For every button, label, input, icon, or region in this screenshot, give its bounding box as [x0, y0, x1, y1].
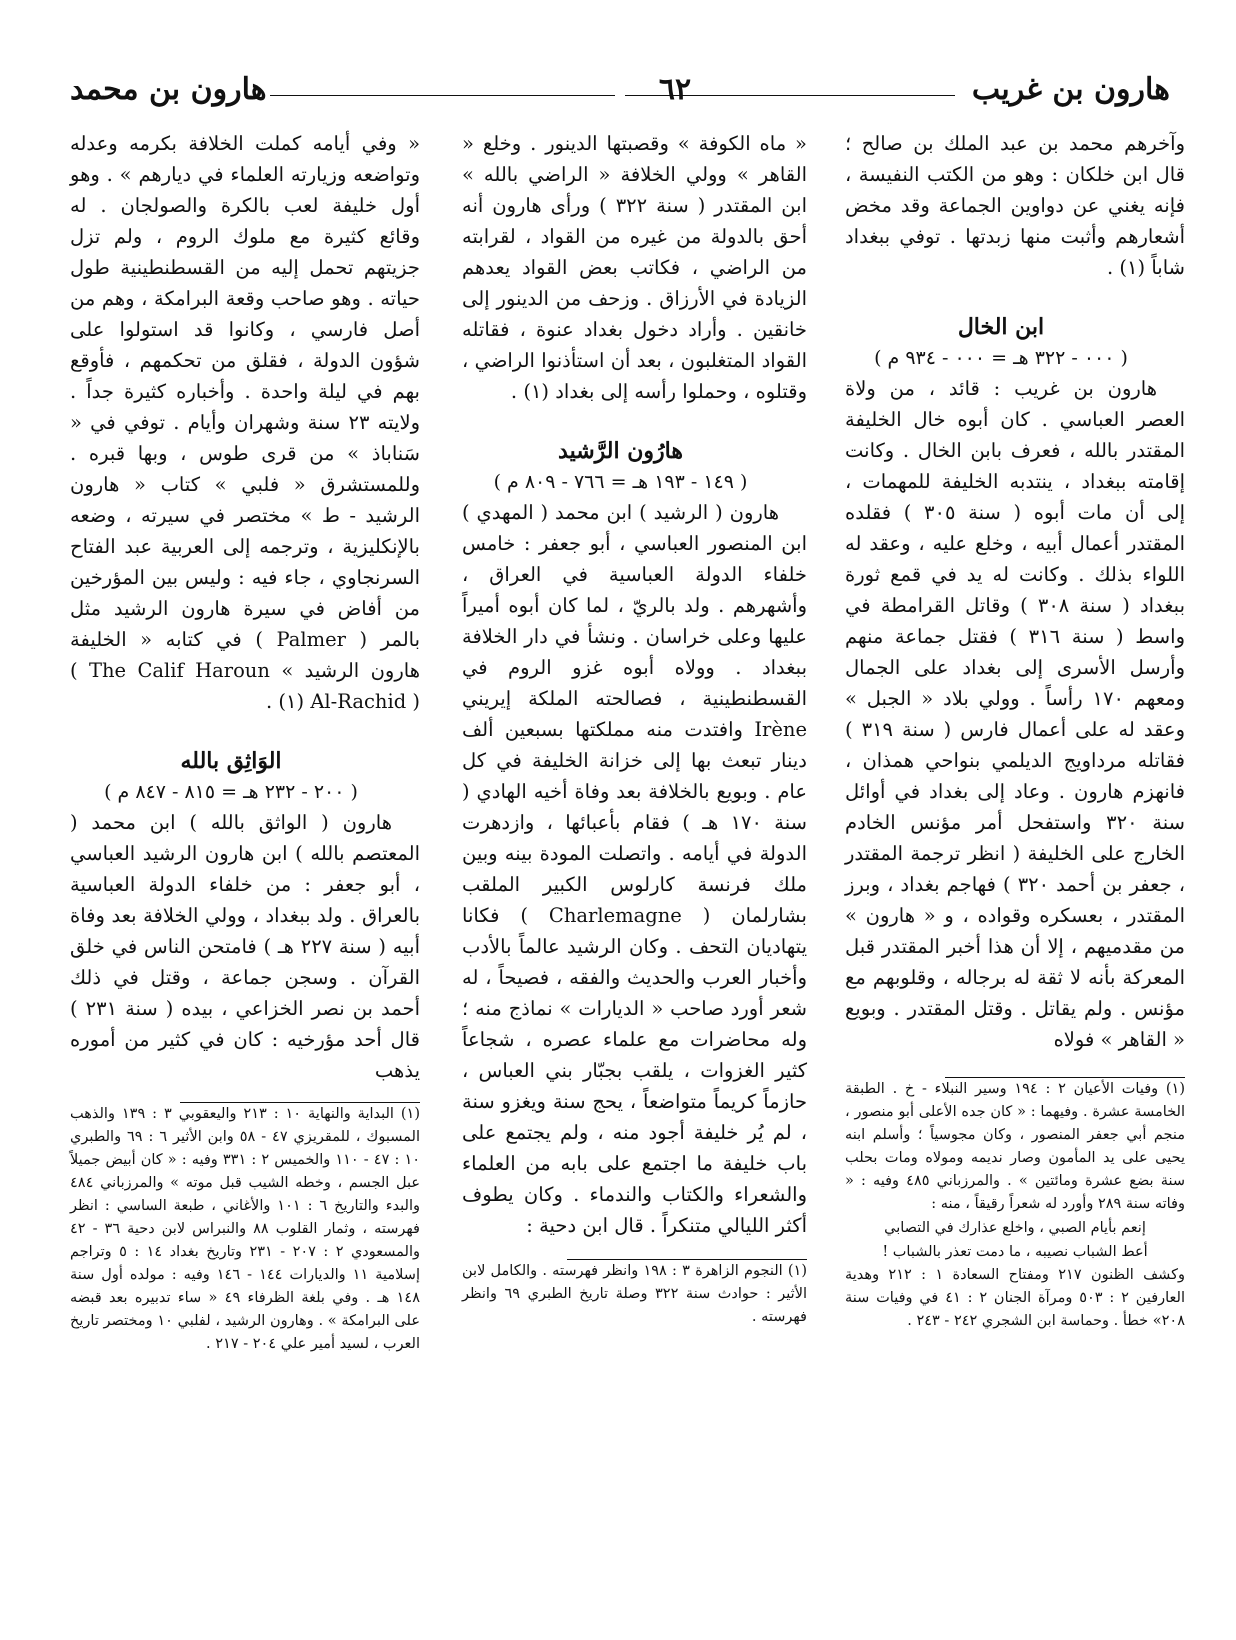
col3-footnotes	[70, 1103, 420, 1356]
entry-dates-ibn-al-khal: ( ٠٠٠ - ٣٢٢ هـ = ٠٠٠ - ٩٣٤ م )	[874, 347, 1128, 369]
running-head-left: هارون بن محمد	[70, 72, 267, 107]
body-text: وافتدت منه مملكتها بسبعين ألف دينار تبعث بها إلى خزانة الخليفة في كل عام . وبويع بالخلافة بعد وفاة أخيه الهادي ( سنة ١٧٠ هـ ) فقام بأعبائها ، وازدهرت الدولة في أيامه . واتصلت المودة بينه وبين ملك فرنسة كارلوس الكبير الملقب بشارلمان	[462, 718, 807, 927]
poem-line: أعط الشباب نصيبه ، ما دمت تعذر بالشباب !	[882, 1244, 1148, 1260]
entry-body-harun-al-rashid	[462, 497, 807, 1241]
entry-title-al-wathiq: الوَاثِق بالله	[180, 748, 282, 774]
col1-intro: وآخرهم محمد بن عبد الملك بن صالح ؛ قال ابن خلكان : وهو من الكتب النفيسة ، فإنه يغني عن دواوين الجماعة وقد مخض أشعارهم وأثبت منها زبدتها . توفي ببغداد شاباً (١) .	[845, 132, 1185, 279]
latin-name: ( Palmer )	[255, 628, 368, 651]
footnote-ref: (١) .	[266, 690, 305, 713]
entry-dates-harun-al-rashid: ( ١٤٩ - ١٩٣ هـ = ٧٦٦ - ٨٠٩ م )	[493, 471, 748, 493]
page-header	[70, 58, 1170, 118]
page-number: ٦٢	[658, 72, 692, 107]
col3-footnote: (١) البداية والنهاية ١٠ : ٢١٣ واليعقوبي ٣ : ١٣٩ والذهب المسبوك ، للمقريزي ٤٧ - ٥٨ وابن الأثير ٦ : ٦٩ والطبري ١٠ : ٤٧ - ١١٠ والخميس ٢ : ٣٣١ وفيه : « كان أبيض جميلاً عبل الجسم ، وخطه الشيب قبل موته » والمرزباني ٤٨٤ والبدء والتاريخ ٦ : ١٠١ والأغاني ، طبعة الساسي : انظر فهرسته ، وثمار القلوب ٨٨ والنبراس لابن دحية ٣٦ - ٤٢ والمسعودي ٢ : ٢٠٧ - ٢٣١ وتاريخ بغداد ١٤ : ٥ وتراجم إسلامية ١١ والديارات ١٤٤ - ١٤٦ وفيه : مولده أول سنة ١٤٨ هـ . وفي بلغة الظرفاء ٤٩ « ساء تدبيره بعد قبضه على البرامكة » . وهارون الرشيد ، لفلبي ١٠ ومختصر تاريخ العرب ، لسيد أمير علي ٢٠٤ - ٢١٧ .	[70, 1106, 421, 1352]
entry-title-ibn-al-khal: ابن الخال	[957, 314, 1045, 340]
latin-name: Irène	[754, 718, 807, 741]
column-middle	[462, 128, 807, 1618]
entry-body-ibn-al-khal: هارون بن غريب : قائد ، من ولاة العصر العباسي . كان أبوه خال الخليفة المقتدر بالله ، فعرف بابن الخال . وكانت إقامته ببغداد ، ينتدبه الخليفة للمهمات ، إلى أن مات أبوه ( سنة ٣٠٥ ) فقلده المقتدر أعمال أبيه ، وخلع عليه ، وعقد له اللواء بذلك . وكانت له يد في قمع ثورة ببغداد ( سنة ٣٠٨ ) وقاتل القرامطة في واسط ( سنة ٣١٦ ) فقتل جماعة منهم وأرسل الأسرى إلى بغداد على الجمال ومعهم ١٧٠ رأساً . وولي بلاد « الجبل » وعقد له على أعمال فارس ( سنة ٣١٩ ) فقاتله مرداويج الديلمي بنواحي همذان ، فانهزم هارون . وعاد إلى بغداد في أوائل سنة ٣٢٠ واستفحل أمر مؤنس الخادم الخارج على الخليفة ( انظر ترجمة المقتدر ، جعفر بن أحمد ٣٢٠ ) فهاجم بغداد ، وبرز المقتدر ، بعسكره وقواده ، و « هارون » من مقدميهم ، إلا أن هذا أخبر المقتدر قبل المعركة بأنه لا ثقة له برجاله ، وقلوبهم مع مؤنس . ولم يقاتل . وقتل المقتدر . وبويع « القاهر » فولاه	[845, 377, 1186, 1051]
col2-intro: « ماه الكوفة » وقصبتها الدينور . وخلع « القاهر » وولي الخلافة « الراضي بالله » ابن المقتدر ( سنة ٣٢٢ ) ورأى هارون أنه أحق بالدولة من غيره من القواد ، لقرابته من الراضي ، فكاتب بعض القواد يعدهم الزيادة في الأرزاق . وزحف من الدينور إلى خانقين . وأراد دخول بغداد عنوة ، فقاتله القواد المتغلبون ، بعد أن استأذنوا الراضي ، وقتلوه ، وحملوا رأسه إلى بغداد (١) .	[462, 132, 807, 403]
entry-dates-al-wathiq: ( ٢٠٠ - ٢٣٢ هـ = ٨١٥ - ٨٤٧ م )	[104, 781, 358, 803]
column-left	[70, 128, 420, 1618]
poem-line: إنعم بأيام الصبي ، واخلع عذارك في التصابي	[884, 1220, 1146, 1236]
col1-footnote-end: وكشف الظنون ٢١٧ ومفتاح السعادة ١ : ٢١٢ وهدية العارفين ٢ : ٥٠٣ ومرآة الجنان ٢ : ٤١ في وفيات سنة ٢٠٨» خطأ . وحماسة ابن الشجري ٢٤٢ - ٢٤٣ .	[845, 1267, 1185, 1329]
header-rule-left	[270, 95, 615, 96]
col2-footnotes	[462, 1260, 807, 1329]
entry-title-harun-al-rashid: هارُون الرَّشيد	[558, 438, 683, 464]
col1-footnotes	[845, 1078, 1185, 1333]
latin-name: ( The Calif Haroun Al-Rachid )	[70, 659, 420, 713]
body-text: في كتابه « الخليفة هارون الرشيد »	[70, 628, 420, 682]
body-text: « وفي أيامه كملت الخلافة بكرمه وعدله وتواضعه وزيارته العلماء في ديارهم » . وهو أول خليفة لعب بالكرة والصولجان . له وقائع كثيرة مع ملوك الروم ، ولم تزل جزيتهم تحمل إليه من القسطنطينية طول حياته . وهو صاحب وقعة البرامكة ، وهم من أصل فارسي ، وكانوا قد استولوا على شؤون الدولة ، فقلق من تحكمهم ، فأوقع بهم في ليلة واحدة . وأخباره كثيرة جداً . ولايته ٢٣ سنة وشهران وأيام . توفي في « سَناباذ » من قرى طوس ، وبها قبره . وللمستشرق « فلبي » كتاب « هارون الرشيد - ط » مختصر في سيرته ، وضعه بالإنكليزية ، وترجمه إلى العربية عبد الفتاح السرنجاوي ، جاء فيه : وليس بين المؤرخين من أفاض في سيرة هارون الرشيد مثل بالمر	[70, 132, 421, 651]
latin-name: ( Charlemagne )	[520, 904, 711, 927]
col2-footnote: (١) النجوم الزاهرة ٣ : ١٩٨ وانظر فهرسته . والكامل لابن الأثير : حوادث سنة ٣٢٢ وصلة تاريخ الطبري ٦٩ وانظر فهرسته .	[462, 1263, 808, 1325]
body-text: فكانا يتهاديان التحف . وكان الرشيد عالماً بالأدب وأخبار العرب والحديث والفقه ، فصيحاً ، له شعر أورد صاحب « الديارات » نماذج منه ؛ وله محاضرات مع علماء عصره ، شجاعاً كثير الغزوات ، يلقب بجبّار بني العباس ، حازماً كريماً متواضعاً ، يحج سنة ويغزو سنة ، لم يُر خليفة أجود منه ، ولم يجتمع على باب خليفة ما اجتمع على بابه من العلماء والشعراء والكتاب والندماء . وكان يطوف أكثر الليالي متنكراً . قال ابن دحية :	[462, 904, 807, 1237]
body-text: هارون ( الرشيد ) ابن محمد ( المهدي ) ابن المنصور العباسي ، أبو جعفر : خامس خلفاء الدولة العباسية في العراق ، وأشهرهم . ولد بالريّ ، لما كان أبوه أميراً عليها وعلى خراسان . ونشأ في دار الخلافة ببغداد . وولاه أبوه غزو الروم في القسطنطينية ، فصالحته الملكة إيريني	[462, 501, 807, 710]
col1-footnote: (١) وفيات الأعيان ٢ : ١٩٤ وسير النبلاء - خ . الطبقة الخامسة عشرة . وفيهما : « كان جده الأعلى أبو منصور ، منجم أبي جعفر المنصور ، وكان مجوسياً ؛ وأسلم ابنه يحيى على يد المأمون وصار نديمه ومولاه ومات بحلب سنة بضع عشرة ومائتين » . والمرزباني ٤٨٥ وفيه : « وفاته سنة ٢٨٩ وأورد له شعراً رقيقاً ، منه :	[845, 1081, 1186, 1212]
entry-body-al-wathiq: هارون ( الواثق بالله ) ابن محمد ( المعتصم بالله ) ابن هارون الرشيد العباسي ، أبو جعفر : من خلفاء الدولة العباسية بالعراق . ولد ببغداد ، وولي الخلافة بعد وفاة أبيه ( سنة ٢٢٧ هـ ) فامتحن الناس في خلق القرآن . وسجن جماعة ، وقتل في ذلك أحمد بن نصر الخزاعي ، بيده ( سنة ٢٣١ ) قال أحد مؤرخيه : كان في كثير من أموره يذهب	[70, 811, 420, 1082]
column-right	[845, 128, 1185, 1618]
col3-intro	[70, 128, 420, 717]
running-head-right: هارون بن غريب	[971, 72, 1170, 107]
